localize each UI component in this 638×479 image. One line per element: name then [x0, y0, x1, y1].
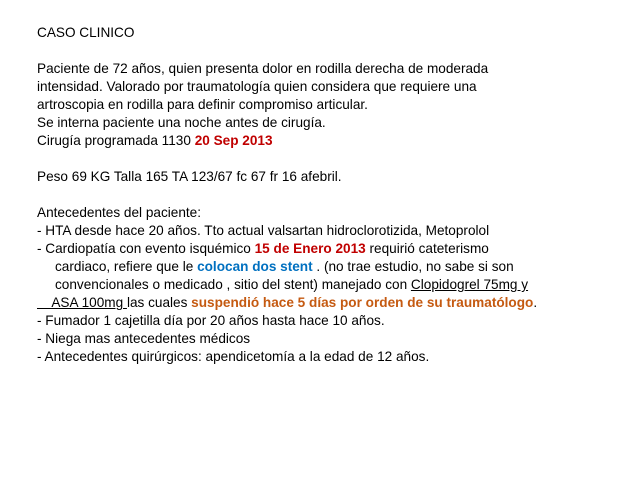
case-description-line-3: artroscopia en rodilla para definir compromiso articular.	[37, 97, 368, 112]
antecedente-hta: - HTA desde hace 20 años. Tto actual valsartan hidroclorotizida, Metoprolol	[37, 223, 490, 238]
blank-line	[37, 42, 627, 60]
surgery-schedule-line	[37, 132, 627, 150]
cardiac-event-date: 15 de Enero 2013	[254, 241, 366, 256]
case-description-line-2: intensidad. Valorado por traumatología quien considera que requiere una	[37, 79, 477, 94]
surgery-date: 20 Sep 2013	[194, 133, 273, 148]
suspension-highlight: suspendió hace 5 días por orden de su traumatólogo	[191, 295, 534, 310]
antecedente-cardiopatia-line-1	[37, 240, 627, 258]
asa-dose: ASA 100mg	[37, 295, 127, 310]
cardiopatia-text-suffix: requirió cateterismo	[365, 241, 489, 256]
clopidogrel-dose: Clopidogrel 75mg y	[410, 277, 529, 292]
antecedente-niega: - Niega mas antecedentes médicos	[37, 331, 251, 346]
suspension-period: .	[533, 295, 538, 310]
blank-line	[37, 150, 627, 168]
surgery-schedule-label: Cirugía programada 1130	[37, 133, 195, 148]
slide-text-body	[37, 24, 627, 366]
antecedente-cardiopatia-line-3	[37, 276, 627, 294]
stent-highlight: colocan dos stent	[197, 259, 313, 274]
slide-title: CASO CLINICO	[37, 25, 135, 40]
case-description-line-4: Se interna paciente una noche antes de cirugía.	[37, 115, 326, 130]
suspension-text-prefix: las cuales	[126, 295, 192, 310]
blank-line	[37, 186, 627, 204]
antecedentes-heading: Antecedentes del paciente:	[37, 205, 202, 220]
stent-text-suffix: . (no trae estudio, no sabe si son	[312, 259, 514, 274]
antecedente-cardiopatia-line-4	[37, 294, 627, 312]
antecedente-fumador: - Fumador 1 cajetilla día por 20 años hasta hace 10 años.	[37, 313, 385, 328]
case-description-line-1: Paciente de 72 años, quien presenta dolor en rodilla derecha de moderada	[37, 61, 489, 76]
antecedente-cardiopatia-line-2	[37, 258, 627, 276]
stent-text-prefix: cardiaco, refiere que le	[55, 259, 198, 274]
cardiopatia-text: - Cardiopatía con evento isquémico	[37, 241, 255, 256]
vitals-line: Peso 69 KG Talla 165 TA 123/67 fc 67 fr 16 afebril.	[37, 169, 342, 184]
management-text: convencionales o medicado , sitio del stent) manejado con	[55, 277, 411, 292]
antecedente-quirurgicos: - Antecedentes quirúrgicos: apendicetomía a la edad de 12 años.	[37, 349, 430, 364]
